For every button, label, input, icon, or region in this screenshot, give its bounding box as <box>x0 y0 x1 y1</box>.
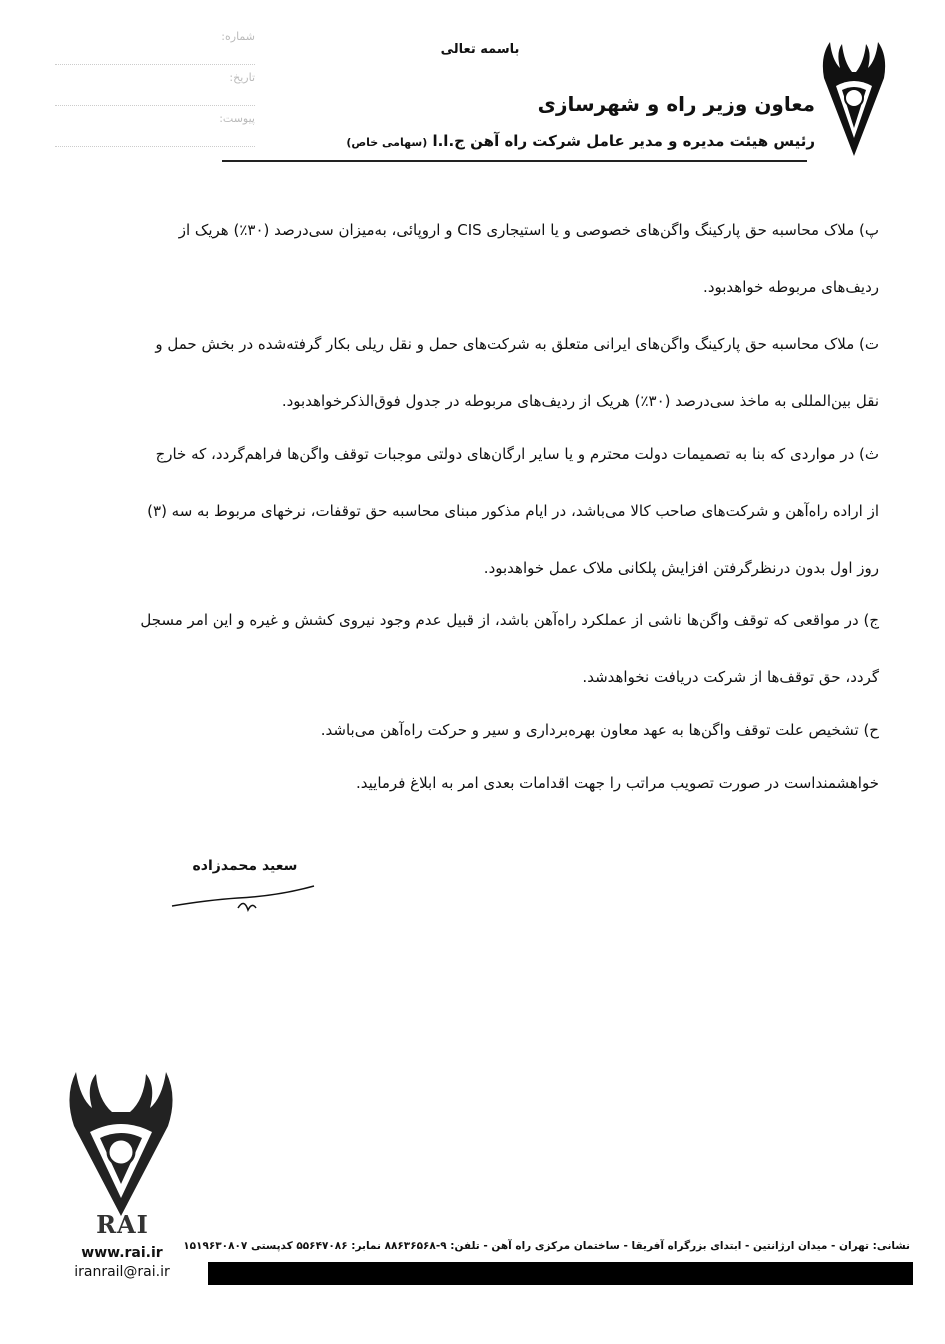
paragraph-line: ح) تشخیص علت توقف واگن‌ها به عهد معاون بهره‌برداری و سیر و حرکت راه‌آهن می‌باشد. <box>320 721 879 739</box>
footer-bar <box>208 1262 913 1285</box>
rai-logo-text: RAI <box>96 1210 149 1239</box>
reference-fields <box>55 30 255 153</box>
closing-request <box>64 755 879 812</box>
ref-attachment-field: پیوست: <box>55 112 255 147</box>
paragraph-te <box>64 316 879 430</box>
paragraph-line: ج) در مواقعی که توقف واگن‌ها ناشی از عملکرد راه‌آهن باشد، از قبیل عدم وجود نیروی کشش و غیره و این امر مسجل <box>140 611 879 629</box>
subtitle-suffix: (سهامی خاص) <box>346 136 428 149</box>
paragraph-pe <box>64 202 879 316</box>
ref-number-field: شماره: <box>55 30 255 65</box>
paragraph-se <box>64 426 879 597</box>
paragraph-line: ث) در مواردی که بنا به تصمیمات دولت محترم و یا سایر ارگان‌های دولتی موجبات توقف واگن‌ها فراهم‌گردد، که خارج <box>155 445 879 463</box>
signatory-name: سعید محمدزاده <box>192 858 298 874</box>
paragraph-he <box>64 702 879 759</box>
handwritten-signature <box>168 878 318 918</box>
paragraph-line: روز اول بدون درنظرگرفتن افزایش پلکانی ملاک عمل خواهدبود. <box>483 559 879 577</box>
letterhead-title: معاون وزیر راه و شهرسازی <box>537 92 815 116</box>
paragraph-line: پ) ملاک محاسبه حق پارکینگ واگن‌های خصوصی و یا استیجاری CIS و اروپائی، به‌میزان سی‌درصد (۳۰٪) هریک از <box>178 221 879 239</box>
paragraph-line: ت) ملاک محاسبه حق پارکینگ واگن‌های ایرانی متعلق به شرکت‌های حمل و نقل ریلی بکار گرفته‌شده در بخش حمل و <box>155 335 879 353</box>
footer-address: نشانی: تهران - میدان ارژانتین - ابتدای بزرگراه آفریقا - ساختمان مرکزی راه آهن - تلفن: ۹-۸۸۶۳۶۵۶۸ نمابر: ۵۵۶۴۷۰۸۶ کدپستی ۱۵۱۹۶۳۰۸۰۷ <box>183 1240 910 1252</box>
ref-date-field: تاریخ: <box>55 71 255 106</box>
paragraph-jim <box>64 592 879 706</box>
invocation-text: باسمه تعالی <box>440 42 520 57</box>
letterhead-subtitle <box>346 132 815 150</box>
rai-winged-logo-icon <box>818 38 890 158</box>
email-link[interactable]: iranrail@rai.ir <box>74 1264 170 1280</box>
paragraph-line: از اراده راه‌آهن و شرکت‌های صاحب کالا می‌باشد، در ایام مذکور مبنای محاسبه حق توقفات، نرخهای مربوط به سه (۳) <box>147 502 879 520</box>
header-divider <box>222 160 807 162</box>
rai-emblem-icon <box>62 1066 180 1221</box>
subtitle-main: رئیس هیئت مدیره و مدیر عامل شرکت راه آهن ج.ا.ا <box>432 132 815 150</box>
paragraph-line: ردیف‌های مربوطه خواهدبود. <box>703 278 879 296</box>
paragraph-line: خواهشمنداست در صورت تصویب مراتب را جهت اقدامات بعدی امر به ابلاغ فرمایید. <box>355 774 879 792</box>
paragraph-line: گردد، حق توقف‌ها از شرکت دریافت نخواهدشد. <box>582 668 879 686</box>
paragraph-line: نقل بین‌المللی به ماخذ سی‌درصد (۳۰٪) هریک از ردیف‌های مربوطه در جدول فوق‌الذکرخواهدبود. <box>281 392 879 410</box>
website-link[interactable]: www.rai.ir <box>81 1245 163 1261</box>
